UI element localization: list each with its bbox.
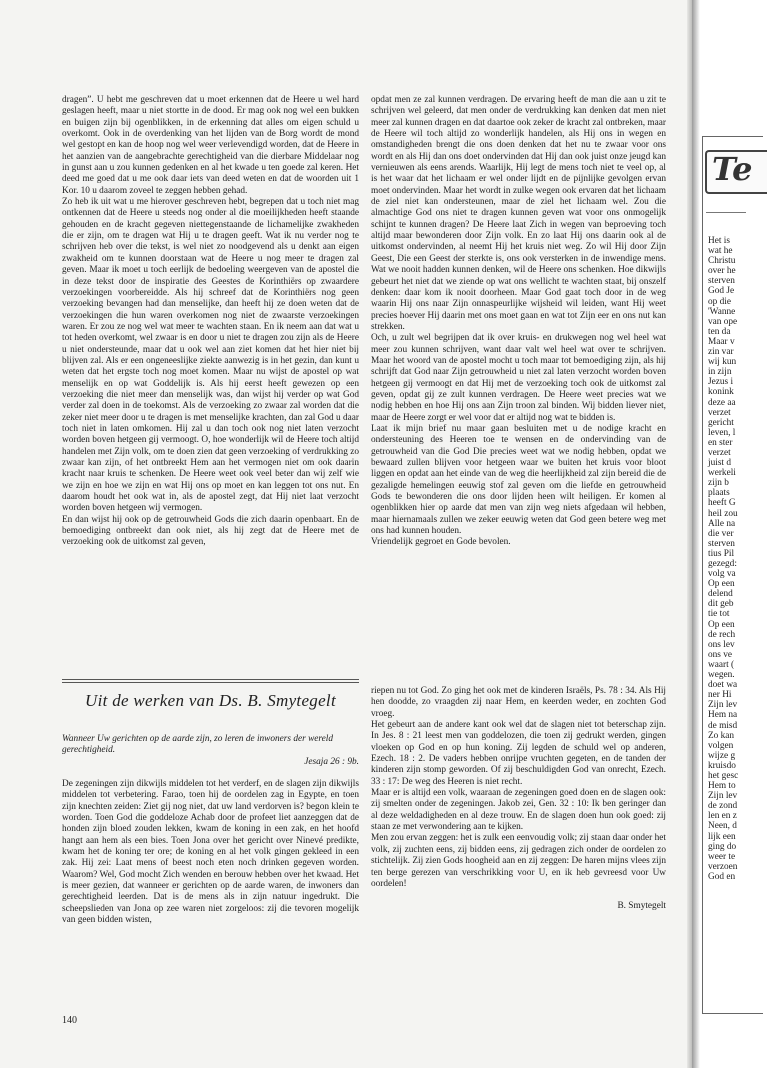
header-underline [706,212,746,213]
adjacent-text-line: gezegd: [708,559,737,569]
adjacent-text-line: juist d [708,458,731,469]
adjacent-text-line: God Je [708,286,735,297]
adjacent-text-line: gericht [708,417,734,428]
adjacent-text-line: leven, l [708,427,736,438]
scripture-motto: Wanneer Uw gerichten op de aarde zijn, zo leren de inwoners der wereld gerechtigheid. [62,734,334,756]
section-divider [62,679,359,680]
adjacent-text-line: weer te [708,851,736,862]
adjacent-text-line: zijn b [708,478,729,489]
adjacent-text-line: plaats [708,488,730,499]
adjacent-text-line: kruisdo [708,760,736,771]
adjacent-text-line: Op een [708,579,735,590]
adjacent-text-line: en ster [708,437,733,448]
adjacent-text-line: Maar v [708,336,735,347]
paragraph: Och, u zult wel begrijpen dat ik over kruis- en drukwegen nog wel heel wat meer zou kunnen schrijven, want daar valt wel heel wat over te schrijven. Maar het woord van de apostel mocht u toch maar tot bemoediging zijn, als hij schrijft dat God naar Zijn getrouwheid u niet zal laten verzocht worden boven hetgeen gij vermoogt en dat Hij met de verzoeking toch ook de uitkomst zal geven, opdat gij ze zult kunnen verdragen. De Heere weet precies wat we nodig hebben en hoe Hij ons aan Zijn troon zal binden. Wij bidden liever niet, maar de Heere zorgt er wel voor dat er altijd nog wat te bidden is. [371,333,666,423]
paragraph: Men zou ervan zeggen: het is zulk een eenvoudig volk; zij staan daar onder het volk, zij zuchten eens, zij bidden eens, zij gedragen zich onder de oordelen zo stichtelijk. Zij zien Gods hoogheid aan en zij zeggen: De haren mijns vlees zijn ten berge gerezen van verschrikking voor U, en ik heb gevreesd voor Uw oordelen! [371,833,666,889]
paragraph: En dan wijst hij ook op de getrouwheid Gods die zich daarin openbaart. En de bemoediging ontbreekt dan ook niet, als hij zegt dat de Heere met de verzoeking ook de uitkomst zal geven, [62,514,359,548]
adjacent-text-line: Het is [708,236,730,246]
section-divider [62,682,359,683]
article-bottom-left-column [62,734,359,964]
adjacent-text-line: die ver [708,528,734,539]
adjacent-text-line: de rech [708,629,736,640]
adjacent-text-line: sterven [708,538,735,549]
paragraph: dragen”. U hebt me geschreven dat u moet erkennen dat de Heere u wel hard geslagen heeft, maar u niet stortte in de dood. Er mag ook nog wel een bukken en buigen zijn bij ogenblikken, in de erkenning dat alles om eigen schuld u overkomt. Ook in de overdenking van het lijden van de Borg wordt de mond wel gestopt en kan de hoop nog wel weer verlevendigd worden, dat de Heere in het aanzien van de aangebrachte gerechtigheid van die dierbare Middelaar nog in gunst aan u zou kunnen gedenken en al het kwade u ten goede zal keren. Het deed me goed dat u me ook daar iets van deed weten en dat de woorden uit 1 Kor. 10 u daarom zoveel te zeggen hebben gehad. [62,95,359,196]
adjacent-text-line: tie tot [708,609,730,620]
adjacent-text-line: wijze g [708,750,736,761]
adjacent-text-line: wij kun [708,357,737,368]
paragraph: Maar er is altijd een volk, waaraan de zegeningen goed doen en de slagen ook: zij smelten onder de zegeningen. Jakob zei, Gen. 32 : 10: Ik ben geringer dan al deze weldadigheden en al deze trouw. En de slagen doen hun ook goed: zij staan ze met verwondering aan te kijken. [371,788,666,833]
adjacent-page-text [708,236,748,882]
adjacent-text-line: wegen. [708,670,735,681]
adjacent-text-line: op die [708,296,731,307]
article-bottom-right-column [371,686,666,964]
adjacent-text-line: van ope [708,316,738,327]
adjacent-text-line: ten da [708,326,731,337]
adjacent-text-line: sterven [708,276,735,287]
adjacent-text-line: verzet [708,407,731,418]
adjacent-text-line: heeft G [708,498,736,509]
page-gutter-shadow [692,0,700,1068]
paragraph: De zegeningen zijn dikwijls middelen tot het verderf, en de slagen zijn dikwijls middelen tot verbetering. Farao, toen hij de oordelen zag in Egypte, en toen zijn knechten zeiden: Ziet gij nog niet, dat uw land verdorven is? begon klein te worden. Toen God die goddeloze Achab door de profeet liet aanzeggen dat de honden zijn bloed zouden lekken, kwam de koning in een zak, en het hoofd hangt aan hem als een bies. Toen Jona over het gericht over Ninevé predikte, kwam het de koning ter ore; de koning en al het volk gingen gekleed in een zak. Hij zei: Laat mens of beest noch eten noch drinken gegeven worden. Waarom? Wel, God mocht Zich wenden en berouw hebben over het kwaad. Het is meer gezien, dat wanneer er gerichten op de aarde waren, de inwoners dan gerechtigheid leerden. Dat is de mens als in zijn natuur ingedrukt. Die scheepslieden van Jona op zee waren niet zorgeloos: zij die tevoren mogelijk van geen bidden wisten, [62,779,359,926]
adjacent-text-line: werkeli [708,468,736,479]
adjacent-text-line: len en z [708,811,737,822]
adjacent-text-line: Christu [708,256,736,267]
adjacent-text-line: verzoen [708,861,738,872]
adjacent-text-line: Hem to [708,781,736,792]
adjacent-text-line: zin var [708,347,734,358]
adjacent-text-line: doet wa [708,680,738,691]
article-title: Uit de werken van Ds. B. Smytegelt [85,691,336,710]
adjacent-text-line: Alle na [708,518,736,529]
adjacent-text-line: de zond [708,801,738,812]
adjacent-text-line: wat he [708,246,733,257]
paragraph: Laat ik mijn brief nu maar gaan besluiten met u de nodige kracht en ondersteuning des Heeren toe te wensen en de ondervinding van de getrouwheid van die God Die precies weet wat we nodig hebben, opdat we bewaard zullen blijven voor hetgeen waar we buiten het kruis voor bloot liggen en opdat aan het einde van de weg die heerlijkheid zal zijn bereid die de gezaligde hemelingen eeuwig stof zal geven om die liefde en getrouwheid Gods te bewonderen die ons door lijden heen wilt heiligen. Er komen al ogenblikken hier op aarde dat men van zijn weg niets afgedaan wil hebben, maar hiernamaals zullen we zeker eeuwig weten dat God geen betere weg met ons had kunnen houden. [371,423,666,537]
adjacent-text-line: verzet [708,447,731,458]
paragraph: Het gebeurt aan de andere kant ook wel dat de slagen niet tot beterschap zijn. In Jes. 8 : 21 leest men van goddelozen, die toen zij gedrukt werden, gingen vloeken op God en op hun koning. Zij legden de schuld wel op anderen, Ezech. 18 : 2. De vaders hebben onrijpe vruchten gegeten, en de tanden der kinderen zijn stomp geworden. Of zij beschuldigden God van onrecht, Ezech. 33 : 17: De weg des Heeren is niet recht. [371,720,666,787]
page-number: 140 [62,1015,77,1026]
adjacent-text-line: volgen [708,740,734,751]
paragraph: opdat men ze zal kunnen verdragen. De ervaring heeft de man die aan u zit te schrijven wel geleerd, dat men onder de verdrukking kan denken dat men niet meer zal kunnen dragen en dat daartoe ook zeker de kracht zal ontbreken, maar de Heere wil toch altijd zo wonderlijk handelen, als Hij ons in wegen en omstandigheden brengt die ons doen denken dat het nu te zwaar voor ons wordt en als Hij dan ons doet ondervinden dat Hij dan ook juist onze jeugd kan vernieuwen als eens arends. Waarlijk, Hij legt de mens toch niet te veel op, al is het waar dat het lichaam er wel onder lijdt en de pijnlijke gevolgen ervan moet ondervinden. Maar het wordt in zulke wegen ook ervaren dat het lichaam de ziel niet kan ondersteunen, maar de ziel het lichaam wel. Zou die almachtige God ons niet te dragen kunnen geven wat voor ons onmogelijk schijnt te kunnen dragen? De Heere laat Zich in wegen van beproeving toch altijd maar bewonderen door Zijn volk. En zo laat Hij ons daarin ook al de uitkomst ondervinden, al neemt Hij het kruis niet weg. Zo wil Hij door Zijn Geest, Die een Geest der sterkte is, ons ook versterken in de inwendige mens. Wat we nooit hadden kunnen denken, wil de Heere ons schenken. Hoe dikwijls gebeurt het niet dat we ziende op wat ons wellicht te wachten staat, bij onszelf denken: daar kom ik nooit doorheen. Maar God gaat toch door in de weg waarin Hij ons naar Zijn onnaspeurlijke wijsheid wil leiden, want Hij weet precies hoever Hij daarin met ons moet gaan en wat tot Zijn eer en ons nut kan strekken. [371,95,666,332]
adjacent-text-line: de misd [708,720,738,731]
adjacent-text-line: tius Pil [708,548,735,559]
adjacent-text-line: lijk een [708,831,736,842]
adjacent-text-line: heil zou [708,508,738,519]
adjacent-text-line: volg va [708,569,736,580]
decorative-header-letters: Te [712,150,753,188]
adjacent-text-line: ner Hi [708,690,732,701]
adjacent-text-line: God en [708,871,736,882]
adjacent-text-line: deze aa [708,397,736,408]
adjacent-text-line: het gesc [708,770,739,781]
adjacent-text-line: Neen, d [708,821,737,832]
author-signature: B. Smytegelt [617,901,666,912]
scripture-reference: Jesaja 26 : 9b. [304,756,359,767]
adjacent-text-line: waart ( [708,659,735,670]
closing-greeting: Vriendelijk gegroet en Gode bevolen. [371,537,511,548]
article-top-left-column [62,95,359,655]
adjacent-page [692,0,753,1068]
adjacent-text-line: delend [708,589,733,600]
adjacent-text-line: Zijn lev [708,700,738,711]
adjacent-text-line: ons lev [708,639,735,650]
adjacent-text-line: konink [708,387,734,398]
adjacent-text-line: in zijn [708,367,732,378]
adjacent-text-line: dit geb [708,599,734,610]
article-top-right-column [371,95,666,655]
adjacent-text-line: Zo kan [708,730,735,741]
adjacent-text-line: Hem na [708,710,738,721]
adjacent-text-line: Op een [708,619,735,630]
adjacent-text-line: Zijn lev [708,791,738,802]
adjacent-text-line: Jezus i [708,377,734,388]
adjacent-text-line: ging do [708,841,737,852]
adjacent-text-line: ons ve [708,649,733,660]
paragraph: Zo heb ik uit wat u me hierover geschreven hebt, begrepen dat u toch niet mag ontkennen dat de Heere u steeds nog onder al die moeilijkheden heeft staande gehouden en de kracht gegeven niettegenstaande de lichamelijke zwakheden die er zijn, om te dragen wat Hij u te dragen geeft. Wat ik nu verder nog te schrijven heb over die tekst, is wel niet zo noodgevend als u denkt aan eigen zwakheid om te kunnen doorstaan wat de Heere u nog meer te dragen zal geven. Maar ik moet u toch eerlijk de bedoeling weergeven van de apostel die in deze tekst door de inspiratie des Geestes de Korinthiërs op zwaardere verzoekingen voorbereidde. Als hij schreef dat de Korinthiërs nog geen verzoeking bevangen had dan menselijke, dan heeft hij ze doen weten dat de verzoekingen die hun waren overkomen nog niet de zwaarste verzoekingen waren. Er zou ze nog wel wat meer te wachten staan. En ik neem aan dat wat u tot heden overkomt, wel zwaar is en door u niet te dragen zou zijn als de Heere u niet ondersteunde, maar dat u ook wel aan ziet komen dat het hier niet bij blijven zal. Als er een ongeneeslijke ziekte aanwezig is in het gezin, dan kunt u weten dat het ergste toch nog moet komen. Maar nu wijst de apostel op wat menselijk en op wat Goddelijk is. Als hij eerst heeft gewezen op een verzoeking die niet meer dan menselijk was, dan wijst hij verder op wat God verder zal doen in de toekomst. Als de verzoeking zo zwaar zal worden dat die zeker niet meer door u te dragen is met menselijke krachten, dan zal God u daar toch niet in laten omkomen. Hij zal u dan toch ook nog niet laten verzocht worden boven hetgeen gij vermoogt. O, hoe wonderlijk wil de Heere toch altijd handelen met Zijn volk, om te doen zien dat geen verzoeking of verdrukking zo zwaar kan zijn, of het ontbreekt Hem aan het vermogen niet om ook daarin kracht naar kruis te schenken. De Heere weet ook veel beter dan wij zelf wie we zijn en hoe we zijn en wat Hij ons op moet en kan leggen tot ons nut. En daarom houdt het ook wat in, als de apostel zegt, dat Hij niet laat verzocht worden boven hetgeen wij vermogen. [62,197,359,514]
adjacent-text-line: 'Wanne [708,306,736,317]
adjacent-text-line: over he [708,266,736,277]
paragraph: riepen nu tot God. Zo ging het ook met de kinderen Israëls, Ps. 78 : 34. Als Hij hen doodde, zo vraagden zij naar Hem, en keerden weder, en zochten God vroeg. [371,686,666,719]
